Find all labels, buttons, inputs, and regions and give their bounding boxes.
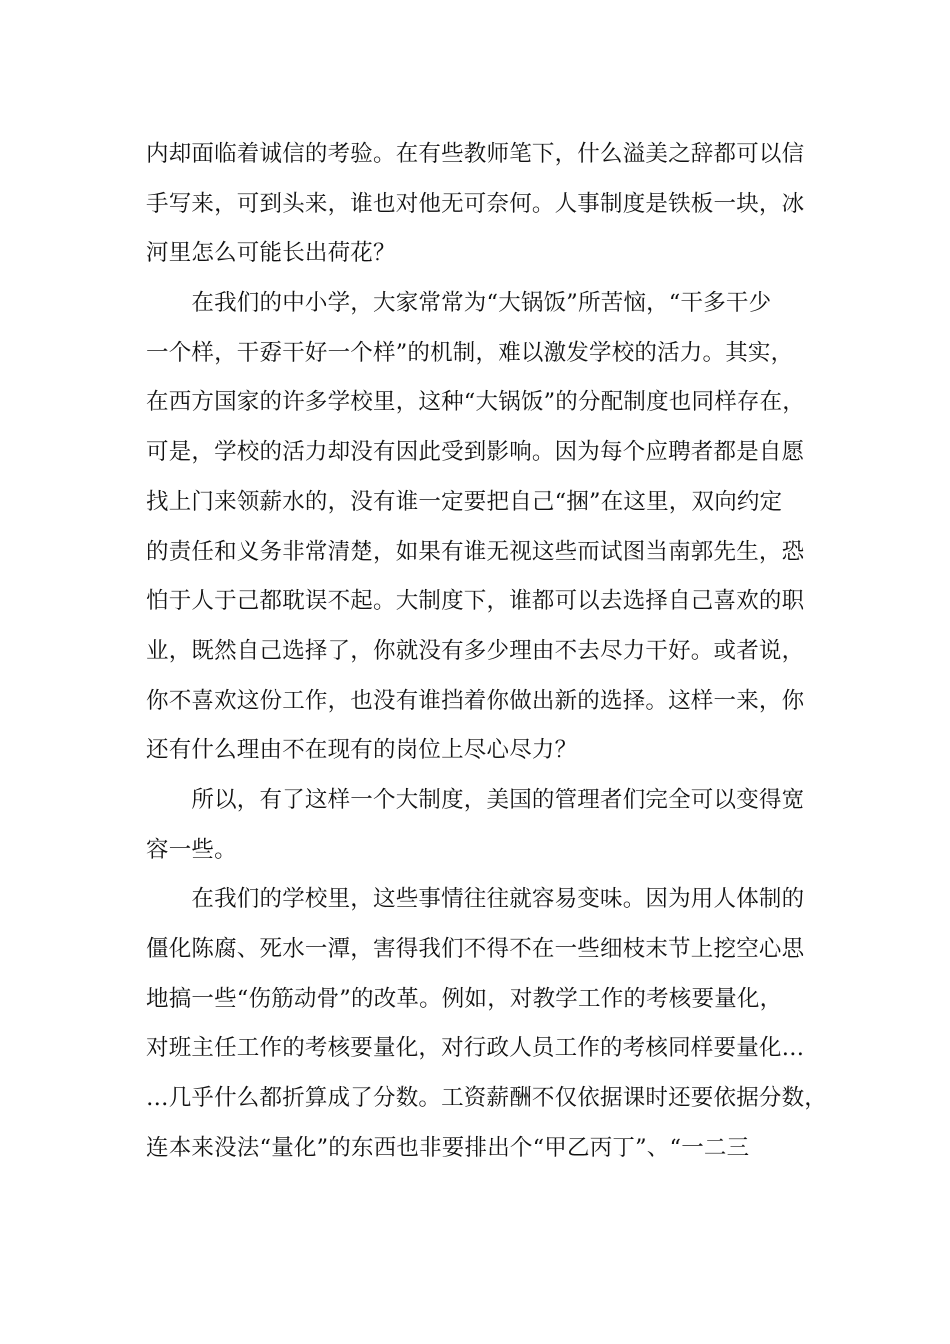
text-line-17: 僵化陈腐、死水一潭，害得我们不得不在一些细枝末节上挖空心思 [146, 936, 805, 962]
text-line-5: 一个样，干孬干好一个样”的机制，难以激发学校的活力。其实， [146, 339, 794, 366]
text-line-21: 连本来没法“量化”的东西也非要排出个“甲乙丙丁”、“一二三 [146, 1134, 750, 1161]
text-line-3: 河里怎么可能长出荷花？ [146, 240, 396, 267]
text-line-7: 可是，学校的活力却没有因此受到影响。因为每个应聘者都是自愿 [146, 439, 805, 466]
text-line-13: 还有什么理由不在现有的岗位上尽心尽力？ [146, 737, 578, 764]
text-line-1: 内却面临着诚信的考验。在有些教师笔下，什么溢美之辞都可以信 [146, 141, 805, 167]
text-line-4: 在我们的中小学，大家常常为“大锅饭”所苦恼，“干多干少 [146, 290, 772, 317]
text-line-20: …几乎什么都折算成了分数。工资薪酬不仅依据课时还要依据分数， [146, 1085, 828, 1112]
text-line-10: 怕于人于己都耽误不起。大制度下，谁都可以去选择自己喜欢的职 [146, 588, 805, 615]
text-line-8: 找上门来领薪水的，没有谁一定要把自己“捆”在这里，双向约定 [146, 488, 783, 515]
text-line-9: 的责任和义务非常清楚，如果有谁无视这些而试图当南郭先生，恐 [146, 538, 805, 565]
body-text [146, 130, 826, 1173]
text-line-6: 在西方国家的许多学校里，这种“大锅饭”的分配制度也同样存在， [146, 389, 806, 416]
text-line-11: 业，既然自己选择了，你就没有多少理由不去尽力干好。或者说， [146, 637, 805, 664]
text-line-19: 对班主任工作的考核要量化，对行政人员工作的考核同样要量化… [146, 1035, 805, 1062]
text-line-2: 手写来，可到头来，谁也对他无可奈何。人事制度是铁板一块，冰 [146, 190, 805, 217]
text-line-18: 地搞一些“伤筋动骨”的改革。例如，对教学工作的考核要量化， [146, 985, 783, 1012]
text-line-15: 容一些。 [146, 836, 237, 863]
text-line-16: 在我们的学校里，这些事情往往就容易变味。因为用人体制的 [146, 886, 805, 913]
text-line-14: 所以，有了这样一个大制度，美国的管理者们完全可以变得宽 [146, 786, 805, 813]
text-line-12: 你不喜欢这份工作，也没有谁挡着你做出新的选择。这样一来，你 [146, 687, 805, 714]
